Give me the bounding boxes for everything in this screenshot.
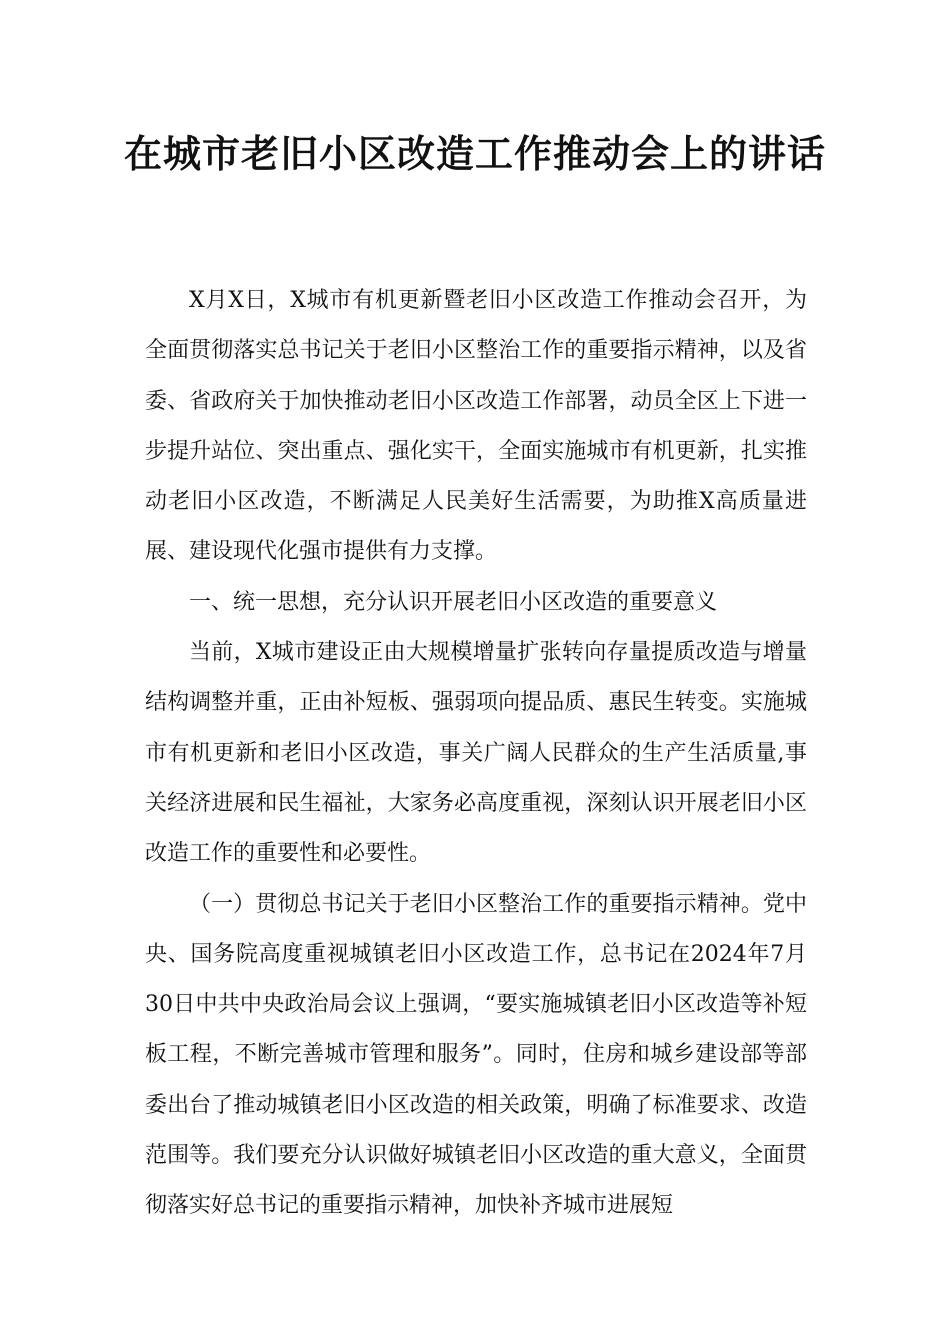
section-heading: 一、统一思想，充分认识开展老旧小区改造的重要意义	[189, 589, 718, 615]
document-title: 在城市老旧小区改造工作推动会上的讲话	[123, 132, 826, 176]
paragraph-intro: X月X日，X城市有机更新暨老旧小区改造工作推动会召开，为全面贯彻落实总书记关于老旧小区整治工作的重要指示精神，以及省委、省政府关于加快推动老旧小区改造工作部署，动员全区上下进一步提升站位、突出重点、强化实干，全面实施城市有机更新，扎实推动老旧小区改造，不断满足人民美好生活需要，为助推X高质量进展、建设现代化强市提供有力支撑。	[145, 288, 807, 565]
paragraph-current-situation: 当前，X城市建设正由大规模增量扩张转向存量提质改造与增量结构调整并重，正由补短板、强弱项向提品质、惠民生转变。实施城市有机更新和老旧小区改造，事关广阔人民群众的生产生活质量,事关经济进展和民生福祉，大家务必高度重视，深刻认识开展老旧小区改造工作的重要性和必要性。	[145, 640, 807, 867]
paragraph-subsection-one: （一）贯彻总书记关于老旧小区整治工作的重要指示精神。党中央、国务院高度重视城镇老旧小区改造工作，总书记在2024年7月30日中共中央政治局会议上强调，“要实施城镇老旧小区改造等补短板工程，不断完善城市管理和服务”。同时，住房和城乡建设部等部委出台了推动城镇老旧小区改造的相关政策，明确了标准要求、改造范围等。我们要充分认识做好城镇老旧小区改造的重大意义，全面贯彻落实好总书记的重要指示精神，加快补齐城市进展短	[145, 891, 807, 1219]
document-body	[145, 276, 807, 1232]
